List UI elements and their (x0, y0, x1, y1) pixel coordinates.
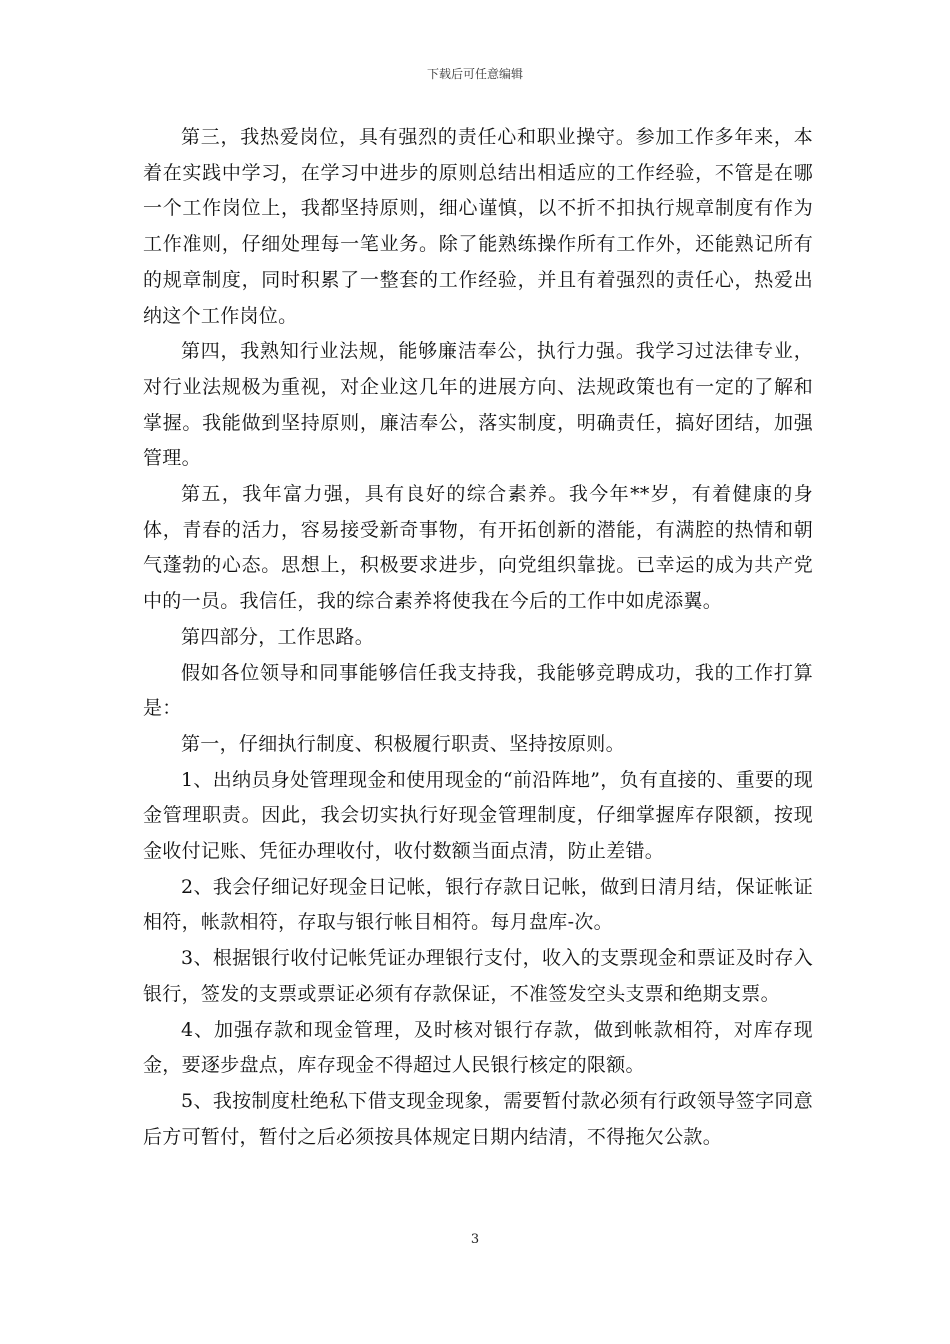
page-number: 3 (470, 1232, 480, 1247)
list-item-1: 1、出纳员身处管理现金和使用现金的“前沿阵地”，负有直接的、重要的现金管理职责。因此，我会切实执行好现金管理制度，仔细掌握库存限额，按现金收付记账、凭征办理收付，收付数额当面点清，防止差错。 (143, 768, 813, 863)
paragraph-fourth-point: 第四，我熟知行业法规，能够廉洁奉公，执行力强。我学习过法律专业，对行业法规极为重视，对企业这几年的进展方向、法规政策也有一定的了解和掌握。我能做到坚持原则，廉洁奉公，落实制度，明确责任，搞好团结，加强管理。 (143, 340, 813, 470)
paragraph-third-point: 第三，我热爱岗位，具有强烈的责任心和职业操守。参加工作多年来，本着在实践中学习，在学习中进步的原则总结出相适应的工作经验，不管是在哪一个工作岗位上，我都坚持原则，细心谨慎，以不折不扣执行规章制度有作为工作准则，仔细处理每一笔业务。除了能熟练操作所有工作外，还能熟记所有的规章制度，同时积累了一整套的工作经验，并且有着强烈的责任心，热爱出纳这个工作岗位。 (143, 126, 813, 327)
paragraph-work-plan-intro: 假如各位领导和同事能够信任我支持我，我能够竞聘成功，我的工作打算是： (143, 661, 813, 720)
list-item-5: 5、我按制度杜绝私下借支现金现象，需要暂付款必须有行政领导签字同意后方可暂付，暂付之后必须按具体规定日期内结清，不得拖欠公款。 (143, 1089, 813, 1148)
paragraph-fifth-point: 第五，我年富力强，具有良好的综合素养。我今年**岁，有着健康的身体，青春的活力，容易接受新奇事物，有开拓创新的潜能，有满腔的热情和朝气蓬勃的心态。思想上，积极要求进步，向党组织靠拢。已幸运的成为共产党中的一员。我信任，我的综合素养将使我在今后的工作中如虎添翼。 (143, 483, 813, 613)
document-body (143, 120, 813, 1155)
list-item-2: 2、我会仔细记好现金日记帐，银行存款日记帐，做到日清月结，保证帐证相符，帐款相符，存取与银行帐目相符。每月盘库-次。 (143, 875, 813, 934)
page-header: 下载后可任意编辑 (426, 67, 523, 81)
section-heading-part-four: 第四部分，工作思路。 (181, 625, 375, 648)
subheading-first: 第一，仔细执行制度、积极履行职责、坚持按原则。 (181, 732, 625, 755)
list-item-4: 4、加强存款和现金管理，及时核对银行存款，做到帐款相符，对库存现金，要逐步盘点，库存现金不得超过人民银行核定的限额。 (143, 1018, 813, 1077)
list-item-3: 3、根据银行收付记帐凭证办理银行支付，收入的支票现金和票证及时存入银行，签发的支票或票证必须有存款保证，不准签发空头支票和绝期支票。 (143, 947, 813, 1005)
